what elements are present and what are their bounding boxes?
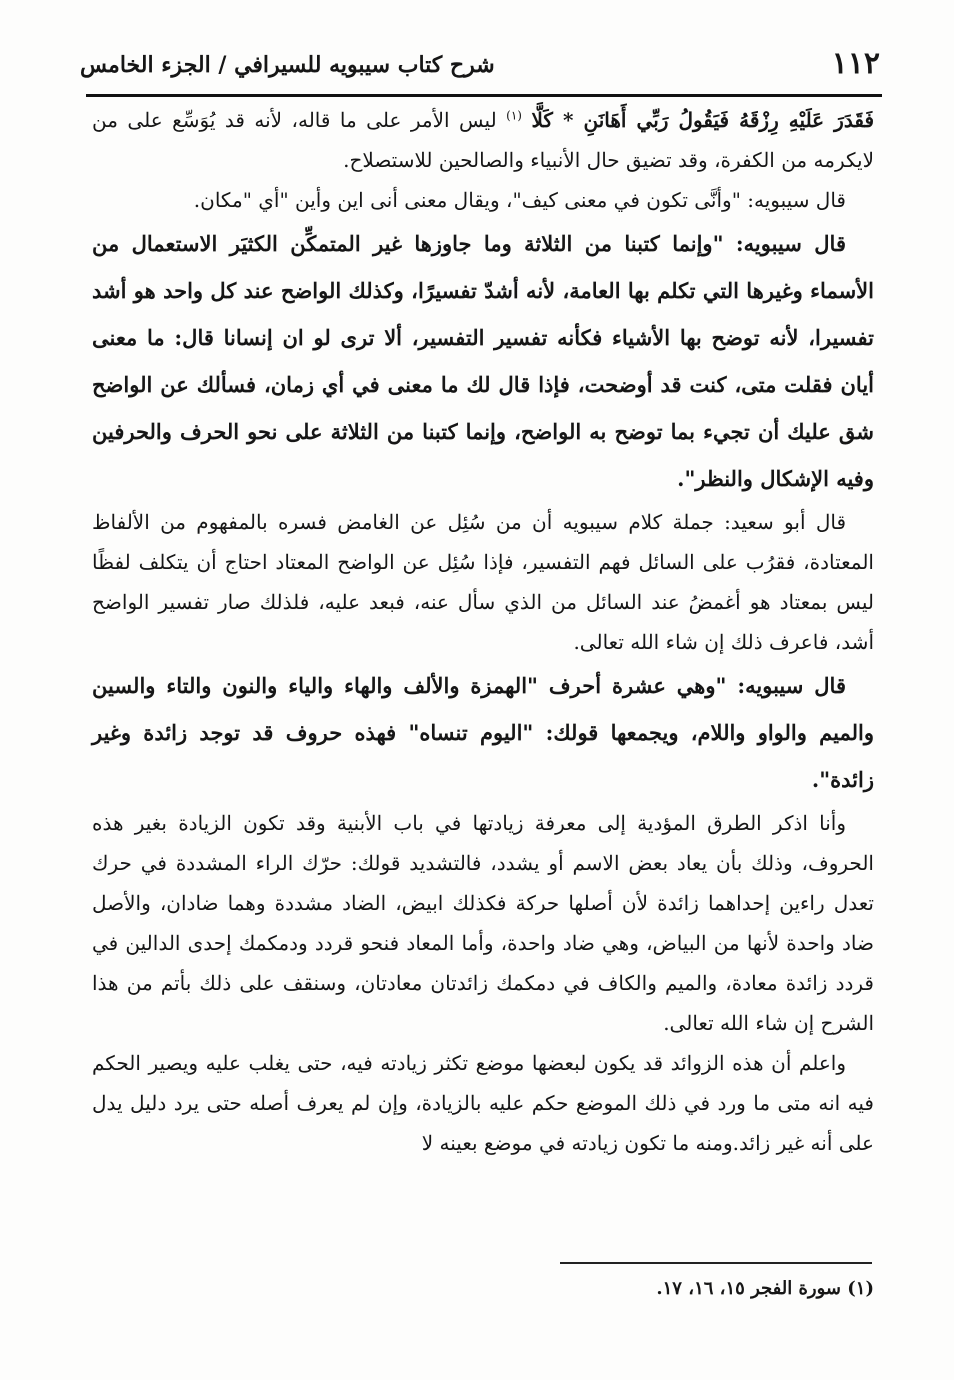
paragraph-sibawayh-3: قال سيبويه: "وهي عشرة أحرف "الهمزة والألف والهاء والياء والنون والتاء والسين والميم والواو واللام، ويجمعها قولك: "اليوم تنساه" فهذه حروف قد توجد زائدة وغير زائدة". bbox=[92, 673, 874, 792]
paragraph-commentary-2: واعلم أن هذه الزوائد قد يكون لبعضها موضع تكثر زيادته فيه، حتى يغلب عليه ويصير الحكم فيه انه متى ما ورد في ذلك الموضع حكم عليه بالزيادة، وإن لم يعرف أصله حتى يرد دليل يدل على أنه غير زائد.ومنه ما تكون زيادته في موضع بعينه لا bbox=[92, 1051, 874, 1155]
header-rule bbox=[86, 94, 882, 97]
page-header bbox=[80, 42, 880, 92]
footnote: (١) سورة الفجر ١٥، ١٦، ١٧. bbox=[656, 1278, 874, 1299]
quran-verse: فَقَدَرَ عَلَيْهِ رِزْقَهُ فَيَقُولُ رَبِّي أَهَانَنِ * كَلَّا bbox=[531, 108, 875, 132]
paragraph-quran-commentary bbox=[92, 100, 874, 180]
running-title: شرح كتاب سيبويه للسيرافي / الجزء الخامس bbox=[80, 52, 495, 78]
page-number: ١١٢ bbox=[831, 46, 880, 81]
footnote-rule bbox=[560, 1262, 872, 1264]
paragraph-commentary-1: وأنا اذكر الطرق المؤدية إلى معرفة زيادتها في باب الأبنية وقد تكون الزيادة بغير هذه الحروف، وذلك بأن يعاد بعض الاسم أو يشدد، فالتشديد قولك: حرّك الراء المشددة في حرك تعدل راءين إحداهما زائدة لأن أصلها حركة فكذلك ابيض، الضاد مشددة وهما ضادان، والأصل ضاد واحدة لأنها من البياض، وهي ضاد واحدة، وأما المعاد فنحو قردد ودمكمك إحدى الدالين في قردد زائدة معادة، والميم والكاف في دمكمك زائدتان معادتان، وسنقف على ذلك بأتم من هذا الشرح إن شاء الله تعالى. bbox=[92, 811, 874, 1035]
footnote-ref: (١) bbox=[506, 108, 522, 123]
paragraph-text: ليس الأمر على ما قاله، لأنه قد يُوَسِّع على من لايكرمه من الكفرة، وقد تضيق حال الأنبياء والصالحين للاستصلاح. bbox=[92, 108, 874, 172]
paragraph-abu-said: قال أبو سعيد: جملة كلام سيبويه أن من سُئِل عن الغامض فسره بالمفهوم من الألفاظ المعتادة، فقرُب على السائل فهم التفسير، فإذا سُئِل عن الواضح المعتاد احتاج أن يتكلف لفظًا ليس بمعتاد هو أغمضُ عند السائل من الذي سأل عنه، فبعد عليه، فلذلك صار تفسير الواضح أشد، فاعرف ذلك إن شاء الله تعالى. bbox=[92, 510, 874, 654]
paragraph-sibawayh-2: قال سيبويه: "وإنما كتبنا من الثلاثة وما جاوزها غير المتمكِّن الكثيَر الاستعمال من الأسماء وغيرها التي تكلم بها العامة، لأنه أشدّ تفسيرًا، وكذلك الواضح عند كل واحد هو أشد تفسيرا، لأنه توضح بها الأشياء فكأنه تفسير التفسير، ألا ترى لو ان إنسانا قال: ما معنى أيان فقلت متى، كنت قد أوضحت، فإذا قال لك ما معنى في أي زمان، فسألك عن الواضح شق عليك أن تجيء بما توضح به الواضح، وإنما كتبنا من الثلاثة على نحو الحرف والحرفين وفيه الإشكال والنظر". bbox=[92, 231, 874, 491]
paragraph-sibawayh-1: قال سيبويه: "وأنَّى تكون في معنى كيف"، ويقال معنى أنى اين وأين "أي "مكان. bbox=[193, 188, 846, 212]
main-text bbox=[92, 100, 874, 1163]
